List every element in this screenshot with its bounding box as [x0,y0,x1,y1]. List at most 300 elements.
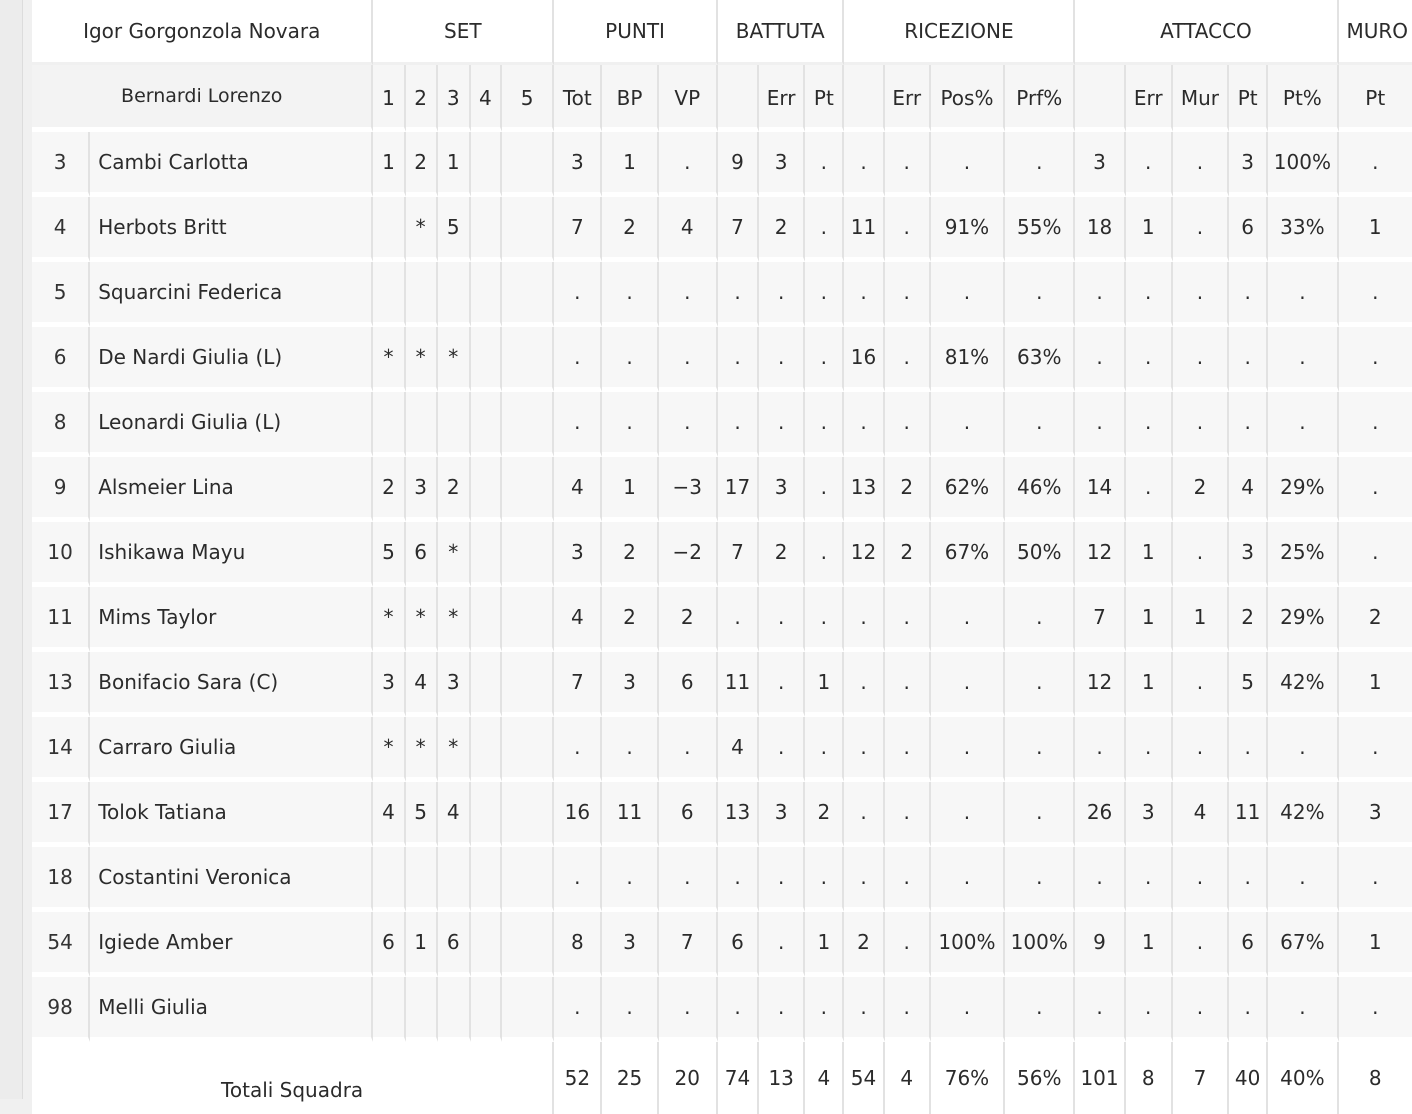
set1-position: 1 [373,132,405,197]
battuta-pt: . [805,262,844,327]
battuta-pt: . [805,132,844,197]
battuta-pt: 1 [805,652,844,717]
total-battuta-pt: 4 [805,1042,844,1114]
attacco-tot: . [1075,262,1125,327]
muro-pt: 1 [1339,197,1412,262]
set3-position: 3 [438,652,471,717]
battuta-pt: . [805,977,844,1042]
ricezione-tot: . [844,587,884,652]
group-header-attacco: ATTACCO [1075,0,1338,65]
battuta-pt: . [805,197,844,262]
col-muro-pt: Pt [1339,65,1412,132]
total-battuta-tot: 74 [718,1042,759,1114]
player-number: 9 [32,457,90,522]
set1-position: * [373,717,405,782]
set2-position [406,262,438,327]
attacco-ptp: . [1268,392,1338,457]
set5-position [502,327,554,392]
col-attacco-mur: Mur [1173,65,1229,132]
set2-position [406,392,438,457]
col-set4: 4 [471,65,502,132]
ricezione-tot: . [844,717,884,782]
ricezione-pos: 62% [931,457,1005,522]
player-row [32,392,1412,457]
attacco-err: 1 [1126,912,1173,977]
set3-position [438,847,471,912]
battuta-pt: . [805,717,844,782]
col-attacco-err: Err [1126,65,1173,132]
ricezione-prf: . [1005,392,1075,457]
ricezione-tot: . [844,262,884,327]
player-row [32,197,1412,262]
set2-position: * [406,717,438,782]
set1-position: 6 [373,912,405,977]
punti-vp: . [659,132,718,197]
attacco-err: . [1126,457,1173,522]
punti-bp: 3 [602,652,658,717]
total-ricezione-prf: 56% [1005,1042,1075,1114]
muro-pt: . [1339,457,1412,522]
col-attacco-pt: Pt [1229,65,1268,132]
muro-pt: 1 [1339,652,1412,717]
attacco-tot: . [1075,327,1125,392]
set2-position: 1 [406,912,438,977]
set2-position: 4 [406,652,438,717]
player-name: Herbots Britt [90,197,373,262]
ricezione-tot: 13 [844,457,884,522]
total-battuta-err: 13 [759,1042,805,1114]
punti-tot: 7 [554,652,602,717]
player-number: 4 [32,197,90,262]
attacco-err: . [1126,262,1173,327]
col-set5: 5 [502,65,554,132]
attacco-mur: . [1173,197,1229,262]
set2-position: 5 [406,782,438,847]
punti-bp: . [602,847,658,912]
player-number: 10 [32,522,90,587]
player-row [32,977,1412,1042]
total-punti-vp: 20 [659,1042,718,1114]
punti-bp: . [602,977,658,1042]
attacco-tot: . [1075,392,1125,457]
punti-tot: 3 [554,132,602,197]
attacco-pt: 3 [1229,522,1268,587]
set2-position: * [406,327,438,392]
set1-position [373,262,405,327]
battuta-pt: 2 [805,782,844,847]
attacco-ptp: 100% [1268,132,1338,197]
attacco-mur: . [1173,522,1229,587]
battuta-err: 2 [759,522,805,587]
battuta-tot: . [718,587,759,652]
attacco-pt: . [1229,717,1268,782]
punti-vp: . [659,327,718,392]
ricezione-prf: . [1005,782,1075,847]
set2-position: 2 [406,132,438,197]
set2-position [406,977,438,1042]
muro-pt: . [1339,977,1412,1042]
punti-tot: . [554,847,602,912]
attacco-tot: 14 [1075,457,1125,522]
set1-position: 2 [373,457,405,522]
ricezione-pos: 91% [931,197,1005,262]
ricezione-tot: . [844,847,884,912]
ricezione-tot: . [844,392,884,457]
battuta-err: . [759,327,805,392]
attacco-ptp: 42% [1268,652,1338,717]
muro-pt: . [1339,522,1412,587]
player-number: 54 [32,912,90,977]
battuta-pt: . [805,327,844,392]
battuta-err: . [759,912,805,977]
set1-position [373,847,405,912]
attacco-ptp: 29% [1268,587,1338,652]
attacco-pt: . [1229,327,1268,392]
attacco-err: 1 [1126,587,1173,652]
set5-position [502,392,554,457]
set3-position: 4 [438,782,471,847]
punti-tot: 4 [554,587,602,652]
attacco-err: . [1126,132,1173,197]
player-number: 18 [32,847,90,912]
attacco-pt: 6 [1229,197,1268,262]
total-ricezione-err: 4 [885,1042,931,1114]
muro-pt: . [1339,847,1412,912]
attacco-ptp: 29% [1268,457,1338,522]
total-ricezione-tot: 54 [844,1042,884,1114]
set5-position [502,132,554,197]
battuta-tot: . [718,847,759,912]
col-battuta-pt: Pt [805,65,844,132]
punti-tot: 3 [554,522,602,587]
battuta-tot: . [718,977,759,1042]
ricezione-tot: . [844,652,884,717]
attacco-ptp: 33% [1268,197,1338,262]
player-row [32,717,1412,782]
battuta-tot: 4 [718,717,759,782]
column-header-row [32,65,1412,132]
total-muro-pt: 8 [1339,1042,1412,1114]
attacco-err: . [1126,327,1173,392]
player-number: 11 [32,587,90,652]
group-header-set: SET [373,0,554,65]
ricezione-err: . [885,392,931,457]
ricezione-pos: . [931,262,1005,327]
ricezione-pos: . [931,782,1005,847]
punti-tot: 7 [554,197,602,262]
player-name: Costantini Veronica [90,847,373,912]
attacco-tot: 26 [1075,782,1125,847]
punti-tot: . [554,717,602,782]
attacco-ptp: 42% [1268,782,1338,847]
ricezione-err: . [885,587,931,652]
player-row [32,782,1412,847]
ricezione-pos: . [931,392,1005,457]
attacco-tot: . [1075,847,1125,912]
player-row [32,457,1412,522]
ricezione-err: . [885,132,931,197]
punti-bp: . [602,392,658,457]
player-row [32,652,1412,717]
ricezione-pos: 67% [931,522,1005,587]
ricezione-pos: . [931,717,1005,782]
attacco-mur: . [1173,392,1229,457]
player-row [32,847,1412,912]
attacco-tot: . [1075,977,1125,1042]
muro-pt: 1 [1339,912,1412,977]
set4-position [471,977,502,1042]
attacco-ptp: . [1268,847,1338,912]
punti-bp: 1 [602,132,658,197]
ricezione-err: . [885,717,931,782]
attacco-mur: . [1173,912,1229,977]
punti-bp: . [602,717,658,782]
battuta-pt: 1 [805,912,844,977]
punti-vp: 4 [659,197,718,262]
attacco-ptp: . [1268,717,1338,782]
col-ricezione-pos: Pos% [931,65,1005,132]
player-number: 5 [32,262,90,327]
attacco-tot: 12 [1075,652,1125,717]
ricezione-pos: . [931,847,1005,912]
battuta-tot: . [718,327,759,392]
muro-pt: . [1339,262,1412,327]
battuta-err: . [759,717,805,782]
attacco-pt: . [1229,392,1268,457]
attacco-pt: 11 [1229,782,1268,847]
col-battuta-err: Err [759,65,805,132]
ricezione-tot: 11 [844,197,884,262]
set4-position [471,457,502,522]
ricezione-err: . [885,262,931,327]
attacco-pt: 5 [1229,652,1268,717]
ricezione-err: . [885,847,931,912]
player-row [32,522,1412,587]
player-number: 17 [32,782,90,847]
muro-pt: 3 [1339,782,1412,847]
punti-vp: . [659,392,718,457]
ricezione-tot: . [844,782,884,847]
set3-position: * [438,717,471,782]
total-attacco-tot: 101 [1075,1042,1125,1114]
battuta-err: 3 [759,782,805,847]
set4-position [471,717,502,782]
player-name: Carraro Giulia [90,717,373,782]
attacco-mur: . [1173,132,1229,197]
set4-position [471,522,502,587]
col-set3: 3 [438,65,471,132]
ricezione-prf: . [1005,717,1075,782]
battuta-tot: 13 [718,782,759,847]
set3-position: * [438,522,471,587]
set4-position [471,652,502,717]
punti-vp: 7 [659,912,718,977]
ricezione-prf: . [1005,847,1075,912]
set1-position: 5 [373,522,405,587]
total-attacco-ptp: 40% [1268,1042,1338,1114]
battuta-err: . [759,847,805,912]
set5-position [502,717,554,782]
attacco-mur: 2 [1173,457,1229,522]
ricezione-prf: 55% [1005,197,1075,262]
player-name: Bonifacio Sara (C) [90,652,373,717]
total-punti-tot: 52 [554,1042,602,1114]
set4-position [471,782,502,847]
battuta-pt: . [805,457,844,522]
attacco-ptp: . [1268,977,1338,1042]
ricezione-pos: . [931,652,1005,717]
set5-position [502,262,554,327]
attacco-ptp: 67% [1268,912,1338,977]
col-ricezione-tot [844,65,884,132]
player-name: Tolok Tatiana [90,782,373,847]
battuta-err: . [759,652,805,717]
player-number: 98 [32,977,90,1042]
set3-position: * [438,587,471,652]
battuta-err: . [759,977,805,1042]
punti-bp: 1 [602,457,658,522]
attacco-mur: . [1173,652,1229,717]
set2-position: * [406,587,438,652]
battuta-err: . [759,262,805,327]
set4-position [471,132,502,197]
set5-position [502,847,554,912]
group-header-row [32,0,1412,65]
battuta-pt: . [805,522,844,587]
set1-position [373,392,405,457]
set5-position [502,652,554,717]
set4-position [471,197,502,262]
ricezione-err: . [885,652,931,717]
punti-vp: 6 [659,782,718,847]
col-set2: 2 [406,65,438,132]
battuta-err: 3 [759,132,805,197]
player-name: Igiede Amber [90,912,373,977]
ricezione-err: . [885,977,931,1042]
totals-label: Totali Squadra [32,1042,554,1114]
col-ricezione-err: Err [885,65,931,132]
attacco-ptp: . [1268,327,1338,392]
ricezione-prf: 50% [1005,522,1075,587]
set5-position [502,782,554,847]
player-row [32,327,1412,392]
ricezione-pos: . [931,587,1005,652]
battuta-pt: . [805,847,844,912]
set1-position: * [373,327,405,392]
attacco-tot: 18 [1075,197,1125,262]
attacco-err: . [1126,977,1173,1042]
total-attacco-err: 8 [1126,1042,1173,1114]
attacco-pt: . [1229,262,1268,327]
set2-position: 6 [406,522,438,587]
player-name: Leonardi Giulia (L) [90,392,373,457]
punti-vp: −3 [659,457,718,522]
player-name: Ishikawa Mayu [90,522,373,587]
set3-position [438,392,471,457]
ricezione-err: . [885,197,931,262]
punti-bp: 11 [602,782,658,847]
set5-position [502,587,554,652]
attacco-err: . [1126,392,1173,457]
col-set1: 1 [373,65,405,132]
col-punti-vp: VP [659,65,718,132]
player-stats-table [32,0,1412,1114]
set3-position [438,977,471,1042]
set4-position [471,262,502,327]
ricezione-tot: . [844,132,884,197]
total-attacco-mur: 7 [1173,1042,1229,1114]
set3-position [438,262,471,327]
punti-bp: 2 [602,587,658,652]
set4-position [471,587,502,652]
team-name: Igor Gorgonzola Novara [32,0,373,65]
attacco-mur: 4 [1173,782,1229,847]
battuta-tot: 17 [718,457,759,522]
set5-position [502,457,554,522]
punti-tot: 4 [554,457,602,522]
left-panel-edge [0,0,23,1099]
total-punti-bp: 25 [602,1042,658,1114]
punti-bp: 2 [602,197,658,262]
set3-position: 5 [438,197,471,262]
attacco-pt: . [1229,977,1268,1042]
col-attacco-ptp: Pt% [1268,65,1338,132]
attacco-err: 1 [1126,652,1173,717]
set5-position [502,912,554,977]
ricezione-prf: . [1005,262,1075,327]
set1-position: 4 [373,782,405,847]
attacco-pt: 2 [1229,587,1268,652]
set4-position [471,912,502,977]
muro-pt: . [1339,717,1412,782]
punti-vp: . [659,262,718,327]
set2-position: * [406,197,438,262]
col-punti-bp: BP [602,65,658,132]
muro-pt: . [1339,132,1412,197]
set4-position [471,327,502,392]
ricezione-prf: 63% [1005,327,1075,392]
ricezione-err: . [885,782,931,847]
set2-position [406,847,438,912]
battuta-err: 2 [759,197,805,262]
player-row [32,132,1412,197]
player-name: Melli Giulia [90,977,373,1042]
ricezione-tot: . [844,977,884,1042]
battuta-tot: 11 [718,652,759,717]
punti-vp: . [659,717,718,782]
punti-tot: 8 [554,912,602,977]
battuta-err: . [759,392,805,457]
punti-bp: 3 [602,912,658,977]
set3-position: 2 [438,457,471,522]
attacco-err: . [1126,847,1173,912]
col-ricezione-prf: Prf% [1005,65,1075,132]
attacco-pt: 4 [1229,457,1268,522]
player-number: 13 [32,652,90,717]
ricezione-prf: . [1005,587,1075,652]
set4-position [471,847,502,912]
battuta-tot: 6 [718,912,759,977]
player-name: Squarcini Federica [90,262,373,327]
attacco-mur: . [1173,977,1229,1042]
battuta-pt: . [805,392,844,457]
player-row [32,262,1412,327]
battuta-tot: . [718,262,759,327]
ricezione-tot: 12 [844,522,884,587]
attacco-pt: 6 [1229,912,1268,977]
player-name: De Nardi Giulia (L) [90,327,373,392]
player-number: 14 [32,717,90,782]
